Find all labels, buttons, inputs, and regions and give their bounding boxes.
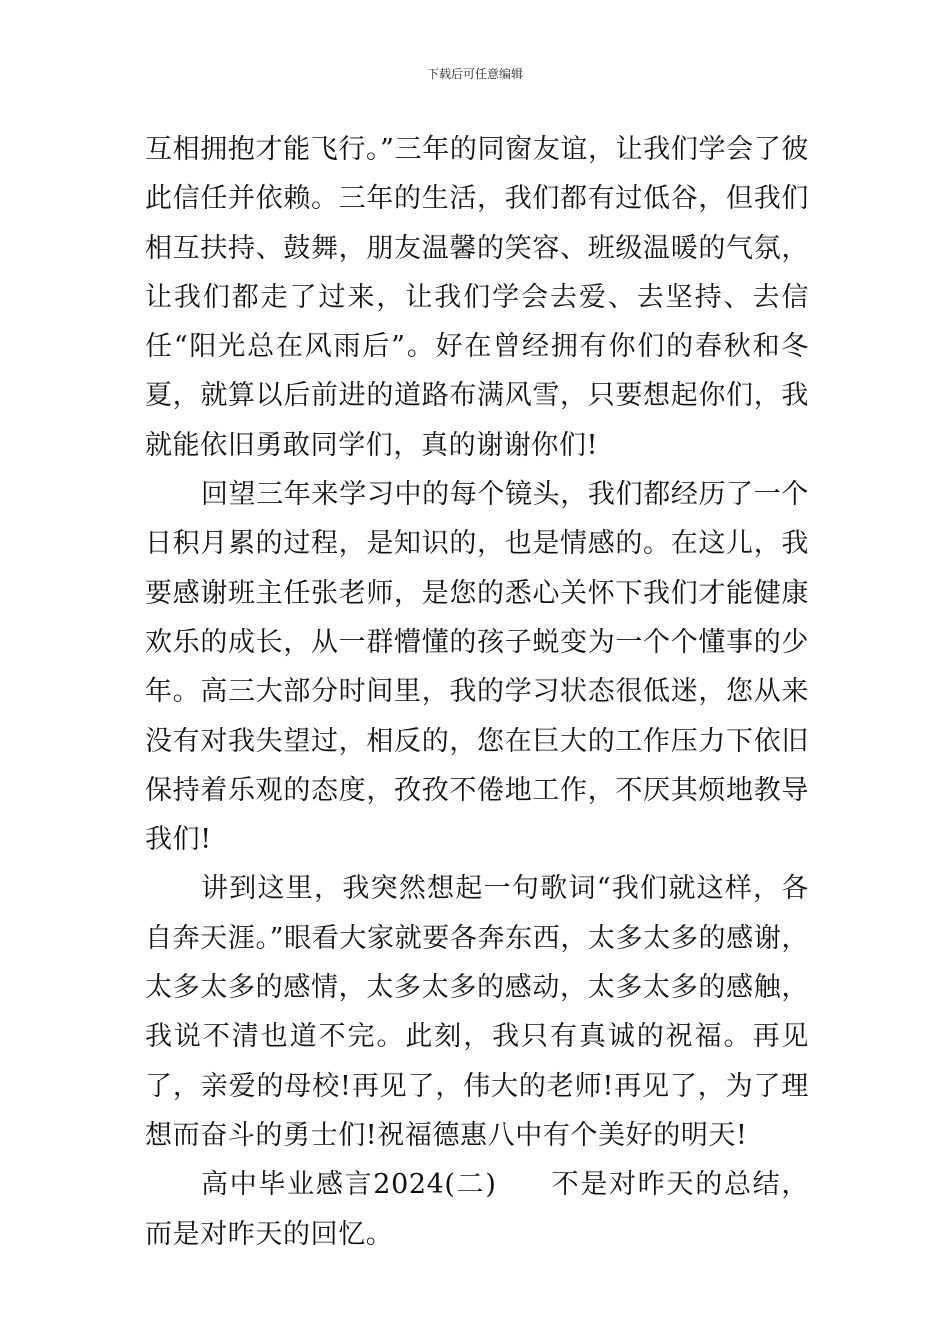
page-header: 下载后可任意编辑 <box>426 67 523 81</box>
section-title: 高中毕业感言2024(二) <box>201 1169 497 1201</box>
paragraph-2: 回望三年来学习中的每个镜头，我们都经历了一个日积月累的过程，是知识的，也是情感的。在这儿，我要感谢班主任张老师，是您的悉心关怀下我们才能健康欢乐的成长，从一群懵懂的孩子蜕变为一个个懂事的少年。高三大部分时间里，我的学习状态很低迷，您从来没有对我失望过，相反的，您在巨大的工作压力下依旧保持着乐观的态度，孜孜不倦地工作，不厌其烦地教导我们! <box>145 479 809 856</box>
paragraph-4-text: 不是对昨天的总结，而是对昨天的回忆。 <box>145 1169 809 1250</box>
document-body <box>145 125 809 1259</box>
paragraph-1: 互相拥抱才能飞行。”三年的同窗友谊，让我们学会了彼此信任并依赖。三年的生活，我们都有过低谷，但我们相互扶持、鼓舞，朋友温馨的笑容、班级温暖的气氛，让我们都走了过来，让我们学会去爱、去坚持、去信任“阳光总在风雨后”。好在曾经拥有你们的春秋和冬夏，就算以后前进的道路布满风雪，只要想起你们，我就能依旧勇敢同学们，真的谢谢你们! <box>145 134 809 461</box>
paragraph-3: 讲到这里，我突然想起一句歌词“我们就这样，各自奔天涯。”眼看大家就要各奔东西，太多太多的感谢，太多太多的感情，太多太多的感动，太多太多的感触，我说不清也道不完。此刻，我只有真诚的祝福。再见了，亲爱的母校!再见了，伟大的老师!再见了，为了理想而奋斗的勇士们!祝福德惠八中有个美好的明天! <box>145 873 809 1151</box>
paragraph-4 <box>145 1160 809 1259</box>
